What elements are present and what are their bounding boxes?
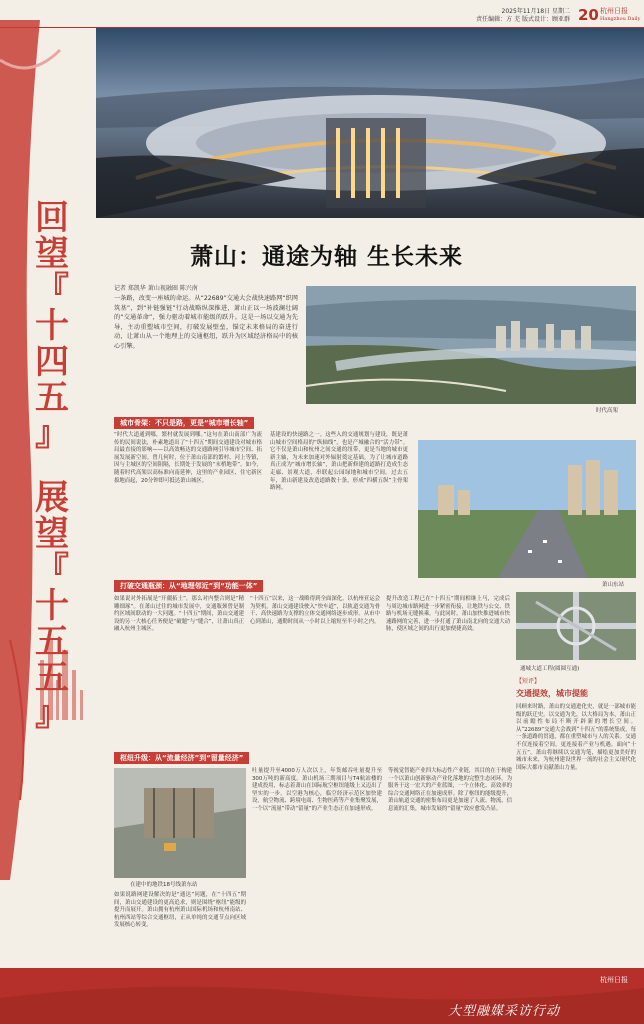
- photo-river-city: [306, 286, 636, 404]
- footer-logo: 杭州日报: [600, 976, 628, 984]
- vtitle-char: 望: [35, 514, 69, 554]
- section1-col1: “时代大道通到哪，繁村就发展到哪。”这句在萧山南部广为流传的民间说法，朴素地道出了“十四五”期间交通建设对城市格局最直接的影响——以高效畅达的交通路网引导城市空间、拓展发展新空间。曾几何时，位于萧山南部的繁村、河上等镇，因与主城区的空间阻隔，长期处于发展的“末梢地带”。如今，随着时代高架以高标准向南延伸，这里的产业园区、住宅新区拔地而起，20分钟即可抵达萧山城区。: [114, 432, 262, 484]
- sidebar-title: 交通提效，城市提能: [516, 689, 588, 698]
- section2-col3: 提升改造工程已在“十四五”期间相继上马，完成后与周边城市路网进一步紧密衔接，让地铁与公交、铁路与机场无缝换乘。与此同时，萧山加快推进城市快速路网的完善，进一步打通了萧山南北向的交通大动脉，使区域之间的出行更加便捷高效。: [386, 596, 510, 633]
- article-lead: 一条路，改变一座城的命运。从“22689”交通大会战快速路网“织网筑基”，到“补链强链”行动战略纵深推进，萧山正以一场波澜壮阔的“交通革命”，强力驱动着城市能级的跃升。这是一场以交通为先导，主动重塑城市空间，打破发展壁垒，锚定未来格局的奋进行动，让萧山从一个地理上的交通枢纽，跃升为区域经济格局中的核心引擎。: [114, 295, 298, 350]
- section1-title: 城市骨架：不只是路，更是“城市增长轴”: [114, 417, 254, 429]
- vtitle-char: 五: [35, 622, 69, 662]
- vtitle-char: 』: [35, 414, 69, 454]
- vtitle-char: 十: [35, 306, 69, 346]
- photo2-credit: 萧山东站: [602, 582, 625, 588]
- section2-title: 打破交通瓶颈：从“地理邻近”到“功能一体”: [114, 580, 263, 592]
- vtitle-char: 回: [35, 198, 69, 238]
- section2-col1: 如果说对外拓展是“开疆拓土”，那么对内整合则是“精雕细琢”。在萧山过往的城市发展中，交通瓶颈曾是制约区域间联动的一大问题。“十四五”期间，萧山交通建设的另一大核心任务便是“破题”与“缝合”，让萧山真正融入杭州主城区。: [114, 596, 244, 633]
- vtitle-char: 四: [35, 342, 69, 382]
- brand-en: Hangzhou Daily: [600, 16, 641, 22]
- section3-title: 枢纽升级：从“流量经济”到“留量经济”: [114, 752, 249, 764]
- sidebar-text: 回顾来时路，萧山的交通进化史，就是一部城市能级的跃迁史。以交通为先，以大格局为本，萧山正以前瞻性布局不断开辟新的增长空间。从“22689”交通大会战到“十四五”的系统集成，每一条道路的贯通，都在重塑城市与人的关系。交通不仅连接着空间，更连接着产业与机遇。面向“十五五”，萧山将继续以交通为笔，描绘更加美好的城市未来，为杭州建设世界一流的社会主义现代化国际大都市贡献萧山力量。: [516, 704, 636, 771]
- vertical-title: [22, 200, 82, 732]
- vtitle-char: 展: [35, 478, 69, 518]
- photo4-caption: 在建中的地铁18号线萧东站: [130, 882, 198, 888]
- vtitle-char: 』: [35, 694, 69, 734]
- hero-airport-photo: [96, 28, 644, 218]
- header-editor: 责任编辑：方 芜 版式设计：顾亚群: [476, 16, 570, 23]
- article-byline: 记者 郑凯华 萧山视融圈 陈兴南: [114, 285, 198, 292]
- photo-interchange: [516, 592, 636, 660]
- article-headline: 萧山：通途为轴 生长未来: [190, 244, 464, 270]
- section2-col2: “十四五”以来，这一战略得到全面深化。以杭州亚运会为契机，萧山交通建设驶入“快车道”，以轨道交通为骨干、高快速路为支撑的立体交通网络逐步成形。从市中心到萧山，通勤时间从一小时以上缩短至半小时之内。: [250, 596, 380, 625]
- section1-col2: 基建设的快速路之一。这些入的交通规划与建设，既是萧山城市空间格局的“纵轴线”，也是产城融合的“活力带”。它不仅是萧山和杭州之间交通的纽带，更是当地的城市更新主轴，为未来加速对外辐射奠定基础。为了让城市道路真正成为“城市增长轴”，萧山把新修建的道路打造成生态走廊、景观大道，串联起公园绿地和城市空间。过去五年，萧山新建及改造道路数十条，形成“四横五纵”主骨架路网。: [270, 432, 408, 492]
- section3-col1: 如果说路网建设解决的是“通达”问题，在“十四五”期间，萧山交通建设的更高追求，则是围绕“枢纽”能级的提升而展开。萧山拥有杭州萧山国际机场和杭州南站、杭州西站等综合交通枢纽，正从单纯的交通节点向区域发展核心转变。: [114, 892, 246, 929]
- header-meta: [330, 8, 570, 24]
- photo3-credit: 通城大道工程(圆圆互通): [520, 666, 580, 672]
- vtitle-char: 『: [35, 270, 69, 310]
- section3-col3: 等视觉智能产业四大标志性产业链，其目的在于构建一个以萧山创新驱动产业化落地的完整生态闭环。为服务于这一宏大的产业蓝图，一个立体化、高效率的综合交通网络正在加速成形。除了枢纽的能级提升，萧山轨道交通的密集布局更是加速了人流、物流、信息流的汇集，城市发展的“留量”效应愈发凸显。: [388, 768, 512, 812]
- header-date: 2025年11月18日 星期二: [501, 8, 570, 15]
- photo-metro-station: [114, 768, 246, 878]
- vtitle-char: 五: [35, 658, 69, 698]
- section3-col2: 吐量提升至4000万人次以上，年货邮吞吐量提升至300万吨的新高度。萧山机场三期项目与T4航站楼的建成投用，标志着萧山在国际航空枢纽能级上又迈出了坚实的一步。以空港为核心，临空经济示范区加快建设，航空物流、跨境电商、生物医药等产业集聚发展，一个以“流量”带动“留量”的产业生态正在加速形成。: [252, 768, 382, 812]
- vtitle-char: 五: [35, 378, 69, 418]
- brand-cn: 杭州日报: [600, 7, 628, 15]
- vtitle-char: 十: [35, 586, 69, 626]
- photo1-credit: 时代高架: [596, 408, 619, 414]
- vtitle-char: 望: [35, 234, 69, 274]
- footer-slogan: 大型融媒采访行动: [448, 1004, 561, 1019]
- brand-masthead: [600, 7, 640, 23]
- page-number: 20: [578, 6, 599, 24]
- vtitle-char: 『: [35, 550, 69, 590]
- photo-highway-station: [418, 440, 636, 578]
- sidebar-tag: 【短评】: [516, 678, 541, 685]
